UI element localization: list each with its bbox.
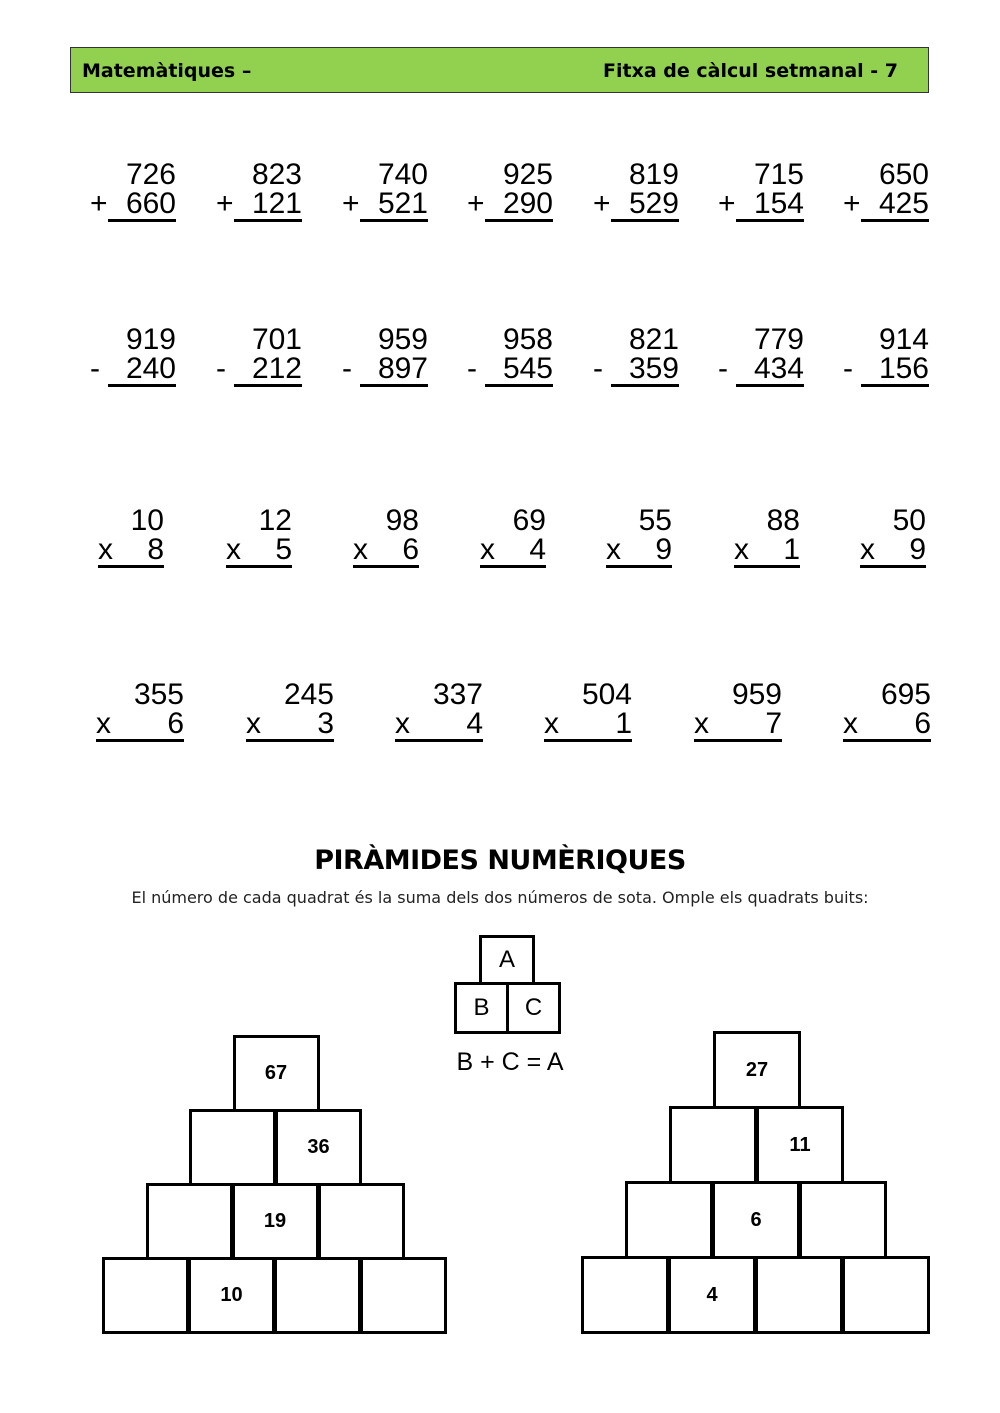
operand-bottom: 425 — [861, 189, 929, 222]
add-problem — [90, 325, 176, 387]
pyramid-empty-cell[interactable] — [274, 1257, 361, 1334]
operand-bottom: 1 — [615, 707, 632, 740]
operand-bottom-row — [98, 535, 164, 568]
worksheet-header — [70, 47, 929, 93]
operand-bottom: 9 — [909, 533, 926, 566]
operand-top: 55 — [638, 504, 672, 537]
pyramid-empty-cell[interactable] — [799, 1181, 887, 1259]
operand-top: 821 — [628, 323, 679, 356]
pyramids-title: PIRÀMIDES NUMÈRIQUES — [314, 845, 686, 876]
operand-bottom-row — [718, 354, 804, 387]
operand-top: 337 — [432, 678, 483, 711]
operand-bottom-row — [593, 354, 679, 387]
pyramid-cell: 27 — [713, 1031, 801, 1109]
operand-bottom-row — [467, 189, 553, 222]
operand-bottom-row — [96, 709, 184, 742]
operator-sign: + — [467, 187, 485, 220]
legend-cell-b: B — [454, 982, 509, 1034]
operand-bottom: 359 — [611, 354, 679, 387]
operator-sign: - — [90, 352, 100, 385]
pyramid-empty-cell[interactable] — [360, 1257, 447, 1334]
operator-sign: x — [860, 533, 875, 566]
add-problem — [90, 160, 176, 222]
operand-bottom-row — [395, 709, 483, 742]
operand-bottom-row — [718, 189, 804, 222]
mul-problem — [96, 680, 184, 742]
operand-bottom: 121 — [234, 189, 302, 222]
operator-sign: x — [226, 533, 241, 566]
mul-problem — [98, 506, 164, 568]
mul-problem — [843, 680, 931, 742]
mul-problem — [395, 680, 483, 742]
operand-bottom-row — [480, 535, 546, 568]
operand-top: 740 — [377, 158, 428, 191]
operator-sign: - — [593, 352, 603, 385]
operator-sign: - — [342, 352, 352, 385]
add-problem — [718, 160, 804, 222]
operand-bottom: 4 — [529, 533, 546, 566]
operator-sign: - — [467, 352, 477, 385]
mul-problem — [353, 506, 419, 568]
operator-sign: + — [90, 187, 108, 220]
operator-sign: x — [734, 533, 749, 566]
operator-sign: + — [342, 187, 360, 220]
pyramid-empty-cell[interactable] — [625, 1181, 713, 1259]
operand-top: 914 — [878, 323, 929, 356]
operand-bottom: 4 — [466, 707, 483, 740]
legend-formula: B + C = A — [456, 1048, 564, 1076]
operand-bottom: 1 — [783, 533, 800, 566]
operand-bottom: 156 — [861, 354, 929, 387]
operand-bottom-row — [467, 354, 553, 387]
operand-top: 701 — [251, 323, 302, 356]
operator-sign: - — [718, 352, 728, 385]
add-problem — [467, 325, 553, 387]
operand-bottom: 434 — [736, 354, 804, 387]
operand-bottom-row — [860, 535, 926, 568]
operand-top: 925 — [502, 158, 553, 191]
add-problem — [216, 160, 302, 222]
operand-top: 355 — [133, 678, 184, 711]
pyramid-empty-cell[interactable] — [102, 1257, 189, 1334]
operand-top: 12 — [258, 504, 292, 537]
operand-top: 823 — [251, 158, 302, 191]
operand-top: 650 — [878, 158, 929, 191]
operand-bottom-row — [216, 354, 302, 387]
pyramid-empty-cell[interactable] — [755, 1256, 843, 1334]
operator-sign: x — [395, 707, 410, 740]
operand-top: 919 — [125, 323, 176, 356]
sheet-title: Fitxa de càlcul setmanal - 7 — [603, 60, 898, 82]
operand-top: 715 — [753, 158, 804, 191]
operator-sign: x — [843, 707, 858, 740]
operator-sign: x — [98, 533, 113, 566]
mul-problem — [246, 680, 334, 742]
operand-bottom: 212 — [234, 354, 302, 387]
operator-sign: x — [353, 533, 368, 566]
add-problem — [467, 160, 553, 222]
pyramid-cell: 19 — [232, 1183, 319, 1260]
add-problem — [342, 325, 428, 387]
operand-top: 959 — [377, 323, 428, 356]
operand-bottom: 9 — [655, 533, 672, 566]
operand-top: 958 — [502, 323, 553, 356]
mul-problem — [544, 680, 632, 742]
operator-sign: x — [96, 707, 111, 740]
operand-bottom-row — [353, 535, 419, 568]
operator-sign: - — [216, 352, 226, 385]
operator-sign: x — [694, 707, 709, 740]
pyramid-cell: 10 — [188, 1257, 275, 1334]
pyramid-cell: 4 — [668, 1256, 756, 1334]
add-problem — [843, 325, 929, 387]
operand-bottom: 290 — [485, 189, 553, 222]
operand-bottom-row — [90, 189, 176, 222]
mul-problem — [860, 506, 926, 568]
mul-problem — [480, 506, 546, 568]
pyramids-instructions: El número de cada quadrat és la suma dels dos números de sota. Omple els quadrats buits: — [131, 888, 869, 907]
operand-bottom-row — [606, 535, 672, 568]
operand-top: 819 — [628, 158, 679, 191]
add-problem — [843, 160, 929, 222]
operator-sign: + — [593, 187, 611, 220]
pyramid-empty-cell[interactable] — [669, 1106, 757, 1184]
operand-top: 69 — [512, 504, 546, 537]
mul-problem — [226, 506, 292, 568]
mul-problem — [694, 680, 782, 742]
operand-top: 50 — [892, 504, 926, 537]
operand-bottom-row — [226, 535, 292, 568]
operand-top: 959 — [731, 678, 782, 711]
operand-bottom: 3 — [317, 707, 334, 740]
operand-top: 10 — [130, 504, 164, 537]
operand-bottom-row — [593, 189, 679, 222]
operand-bottom-row — [843, 189, 929, 222]
operand-bottom-row — [843, 709, 931, 742]
operand-bottom: 7 — [765, 707, 782, 740]
operand-top: 695 — [880, 678, 931, 711]
operator-sign: + — [718, 187, 736, 220]
operand-bottom-row — [843, 354, 929, 387]
add-problem — [593, 160, 679, 222]
operand-top: 504 — [581, 678, 632, 711]
pyramid-empty-cell[interactable] — [318, 1183, 405, 1260]
add-problem — [593, 325, 679, 387]
operand-bottom: 8 — [147, 533, 164, 566]
operand-bottom: 6 — [167, 707, 184, 740]
operand-bottom-row — [342, 189, 428, 222]
operator-sign: x — [246, 707, 261, 740]
operand-bottom: 529 — [611, 189, 679, 222]
pyramid-cell: 6 — [712, 1181, 800, 1259]
operand-bottom: 154 — [736, 189, 804, 222]
add-problem — [216, 325, 302, 387]
legend-cell-a: A — [479, 935, 535, 985]
operator-sign: + — [216, 187, 234, 220]
operand-bottom: 6 — [402, 533, 419, 566]
operand-bottom: 5 — [275, 533, 292, 566]
operator-sign: x — [606, 533, 621, 566]
operand-bottom: 897 — [360, 354, 428, 387]
pyramid-empty-cell[interactable] — [189, 1109, 276, 1186]
operand-bottom-row — [246, 709, 334, 742]
operand-bottom: 521 — [360, 189, 428, 222]
operand-bottom-row — [544, 709, 632, 742]
operand-bottom-row — [694, 709, 782, 742]
operand-bottom-row — [342, 354, 428, 387]
operand-bottom: 240 — [108, 354, 176, 387]
operand-bottom-row — [216, 189, 302, 222]
add-problem — [718, 325, 804, 387]
mul-problem — [734, 506, 800, 568]
pyramid-empty-cell[interactable] — [842, 1256, 930, 1334]
pyramid-empty-cell[interactable] — [581, 1256, 669, 1334]
pyramid-empty-cell[interactable] — [146, 1183, 233, 1260]
add-problem — [342, 160, 428, 222]
operand-top: 779 — [753, 323, 804, 356]
subject-label: Matemàtiques – — [82, 60, 252, 82]
operand-bottom: 6 — [914, 707, 931, 740]
pyramid-cell: 67 — [233, 1035, 320, 1112]
pyramid-cell: 11 — [756, 1106, 844, 1184]
operand-bottom: 660 — [108, 189, 176, 222]
operator-sign: x — [544, 707, 559, 740]
operator-sign: + — [843, 187, 861, 220]
operand-top: 88 — [766, 504, 800, 537]
operand-top: 726 — [125, 158, 176, 191]
pyramid-cell: 36 — [275, 1109, 362, 1186]
operand-bottom-row — [734, 535, 800, 568]
operand-top: 98 — [385, 504, 419, 537]
legend-cell-c: C — [506, 982, 561, 1034]
operand-bottom-row — [90, 354, 176, 387]
operator-sign: - — [843, 352, 853, 385]
operand-bottom: 545 — [485, 354, 553, 387]
operand-top: 245 — [283, 678, 334, 711]
operator-sign: x — [480, 533, 495, 566]
mul-problem — [606, 506, 672, 568]
